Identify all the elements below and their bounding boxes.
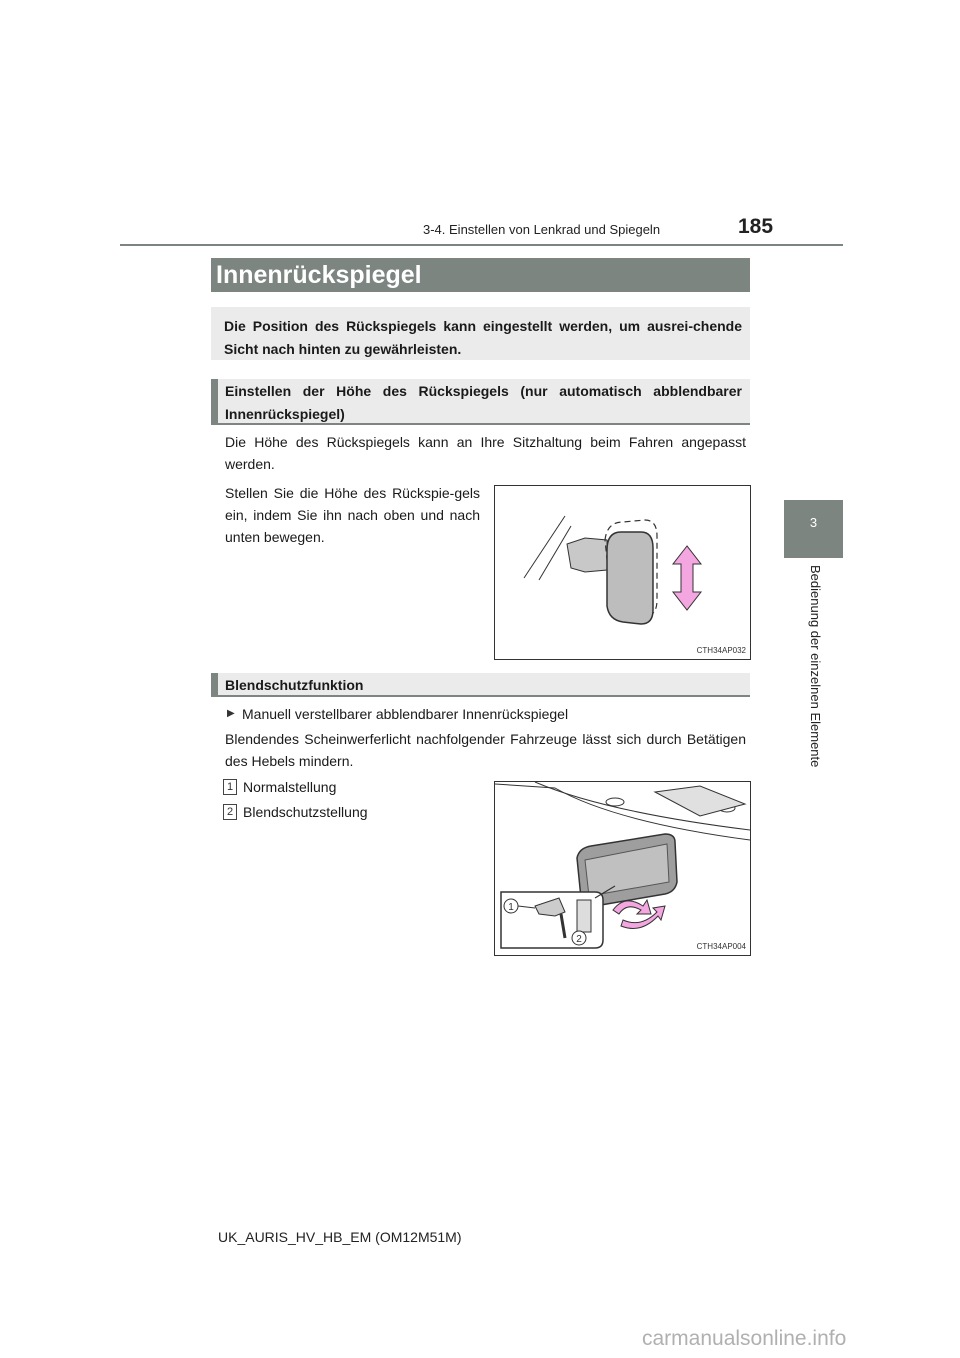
section-heading-height: Einstellen der Höhe des Rückspiegels (nur automatisch abblendbarer Innenrückspiegel) [211, 379, 750, 425]
item-number-2: 2 [223, 804, 237, 820]
figure-callout-1: 1 [508, 902, 514, 913]
mirror-lever-illustration [495, 782, 750, 955]
figure-code: CTH34AP032 [696, 646, 746, 655]
figure-code: CTH34AP004 [696, 942, 746, 951]
page-title: Innenrückspiegel [216, 261, 422, 289]
footer-model-code: UK_AURIS_HV_HB_EM (OM12M51M) [218, 1229, 462, 1245]
paragraph-height-adjust: Stellen Sie die Höhe des Rückspie-gels ein, indem Sie ihn nach oben und nach unten bewegen. [225, 485, 480, 545]
item-label-normal: Normalstellung [243, 779, 337, 795]
page-number: 185 [738, 215, 774, 238]
bullet-manual-mirror: Manuell verstellbarer abblendbarer Innenrückspiegel [242, 706, 569, 722]
item-number-1: 1 [223, 779, 237, 795]
section-heading-antiglare: Blendschutzfunktion [211, 673, 750, 697]
figure-mirror-height [494, 485, 751, 660]
figure-callout-2: 2 [576, 934, 582, 945]
mirror-height-illustration [495, 486, 750, 659]
paragraph-antiglare: Blendendes Scheinwerferlicht nachfolgender Fahrzeuge lässt sich durch Betätigen des Hebels mindern. [225, 731, 746, 769]
chapter-number: 3 [809, 515, 818, 530]
paragraph-height-intro: Die Höhe des Rückspiegels kann an Ihre Sitzhaltung beim Fahren angepasst werden. [225, 434, 746, 472]
item-label-antiglare: Blendschutzstellung [243, 804, 368, 820]
watermark: carmanualsonline.info [642, 1327, 847, 1350]
section-label: 3-4. Einstellen von Lenkrad und Spiegeln [423, 222, 661, 237]
bullet-marker-icon: ▶ [227, 708, 235, 719]
figure-mirror-lever [494, 781, 751, 956]
chapter-title: Bedienung der einzelnen Elemente [808, 565, 823, 768]
header-rule [120, 244, 843, 246]
intro-box: Die Position des Rückspiegels kann eingestellt werden, um ausrei-chende Sicht nach hinten zu gewährleisten. [211, 307, 750, 360]
